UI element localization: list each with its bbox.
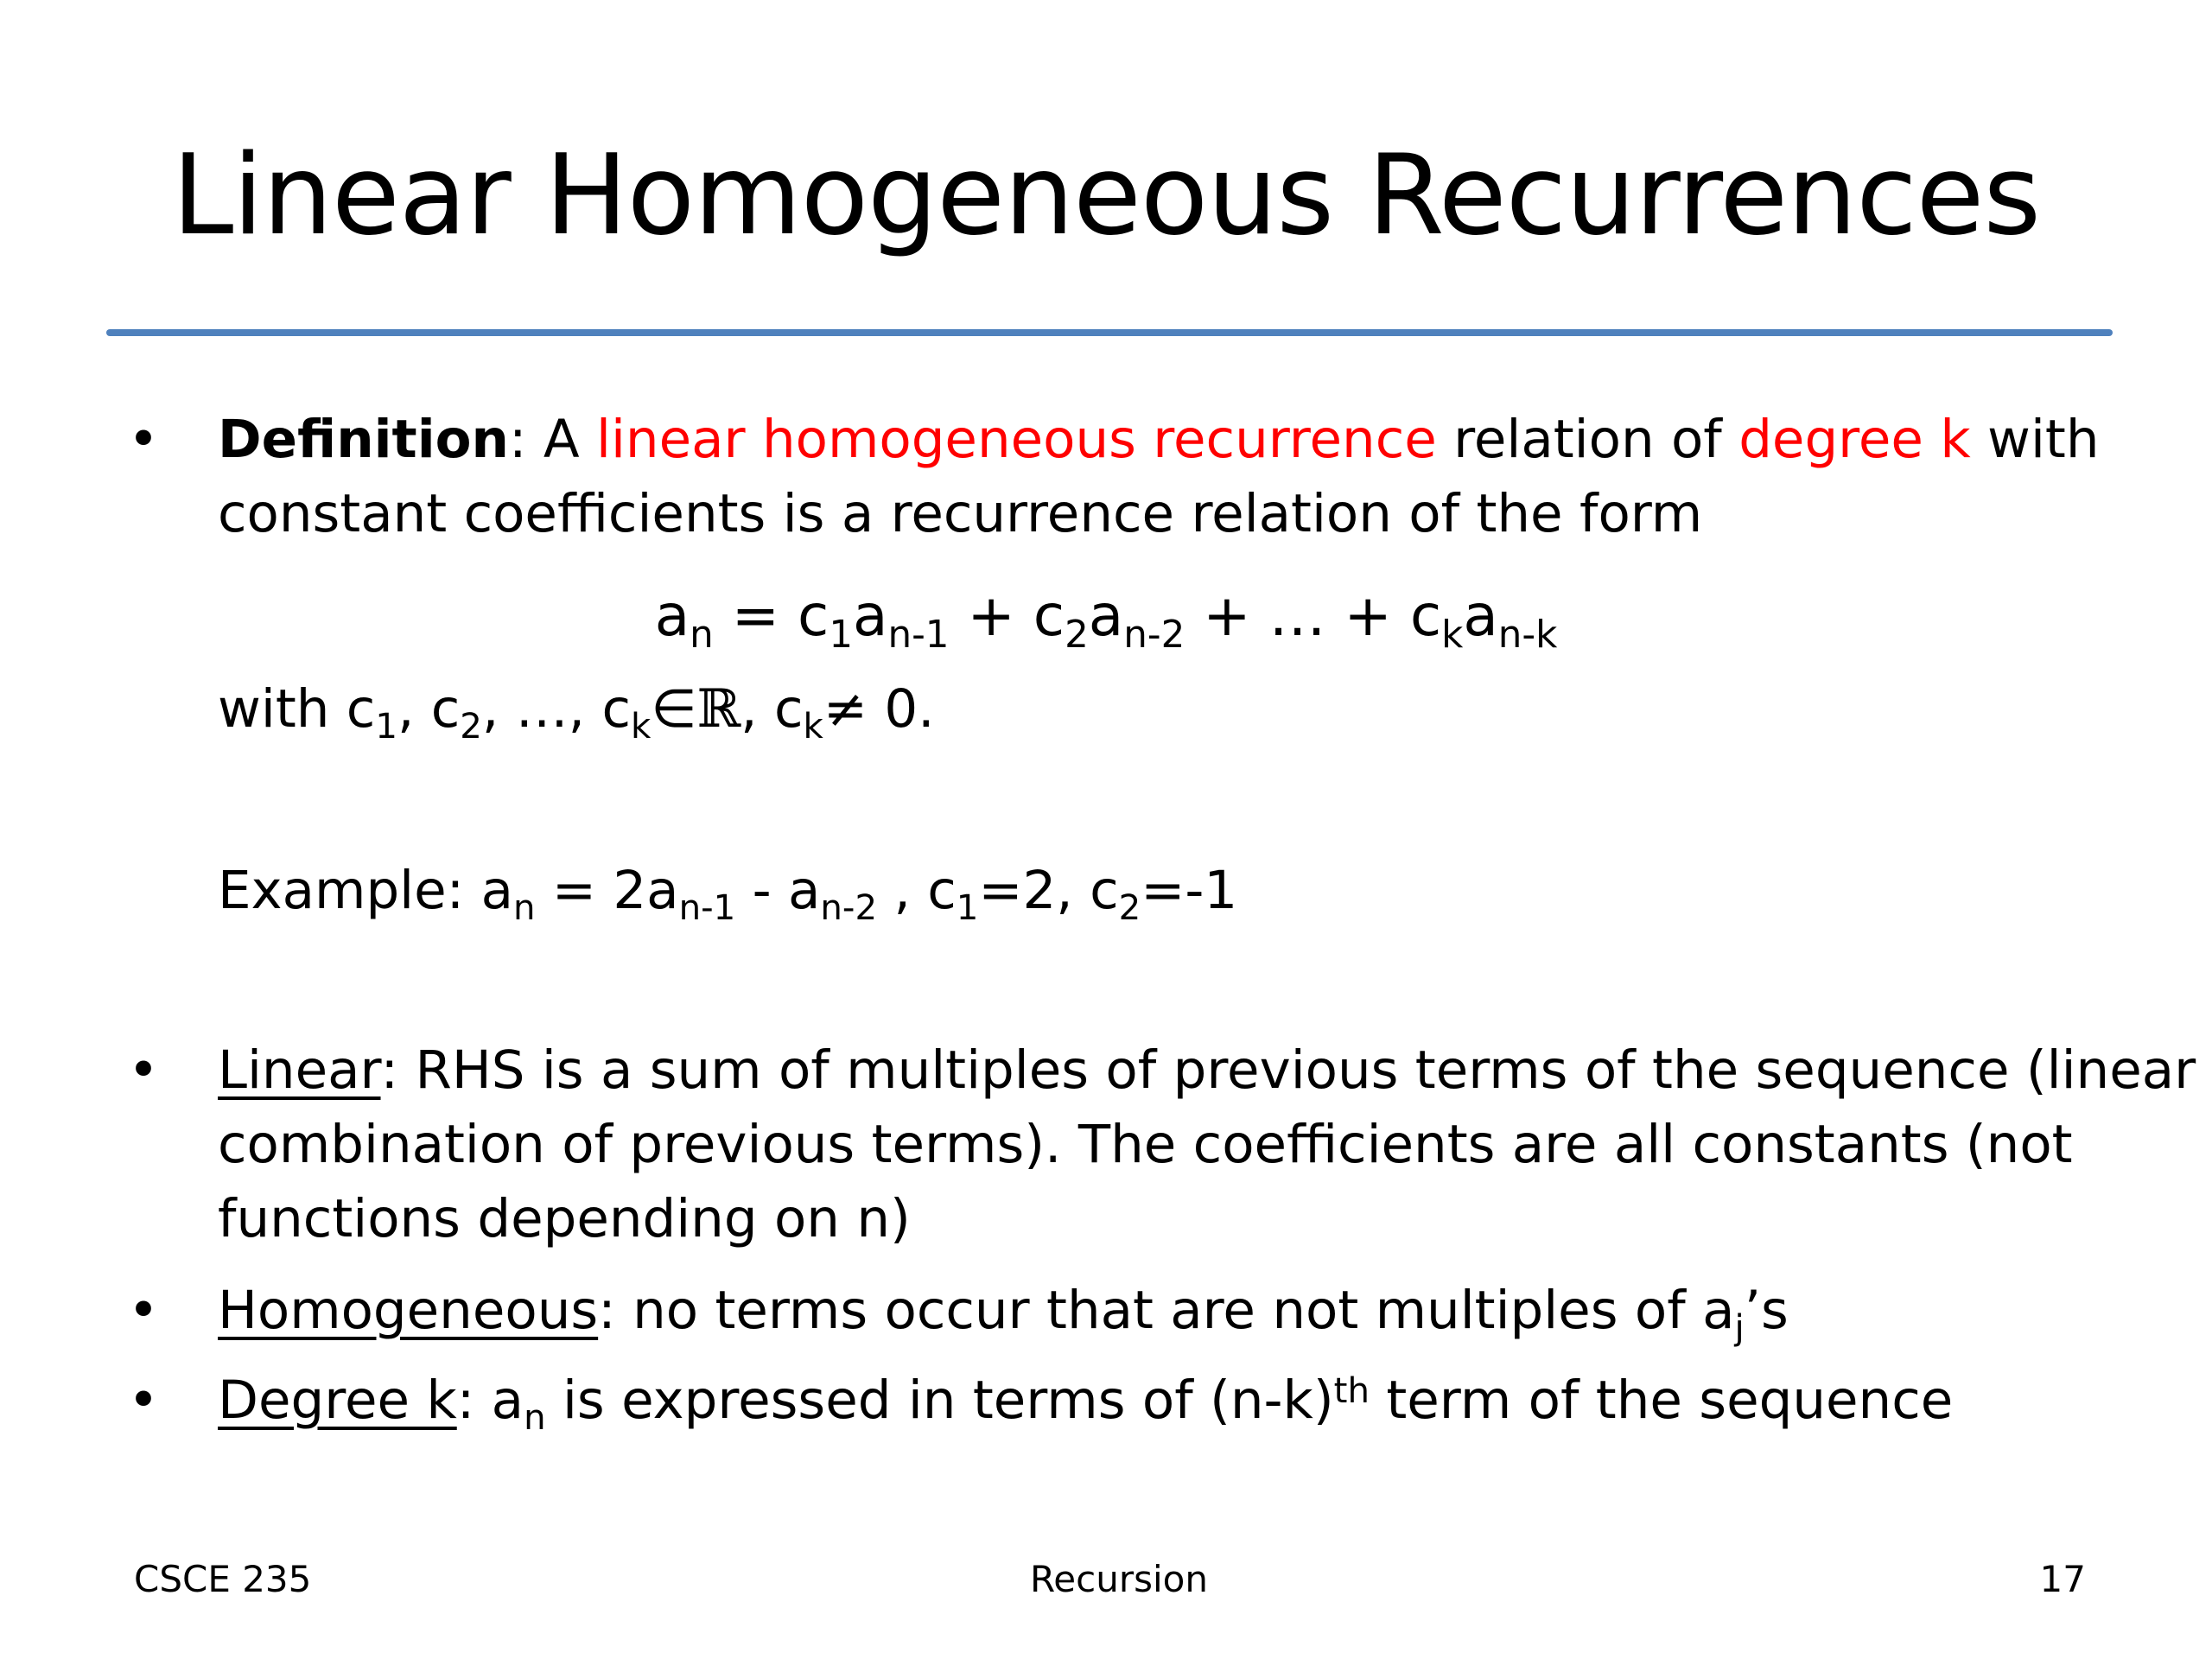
homogeneous-line: Homogeneous: no terms occur that are not multiples of $a_j’s$	[218, 1280, 1789, 1349]
definition-line-1	[218, 403, 2099, 477]
example-line: Example: $a_n = 2a_{n-1} - a_{n-2}$ , $c_1=2$, $c_2=-1$	[218, 860, 1238, 929]
footer-course: CSCE 235	[134, 1558, 312, 1600]
linear-line-2: combination of previous terms). The coefficients are all constants (not	[218, 1114, 2073, 1175]
coefficient-condition: with $c_1$, $c_2$, …, $c_k\in ℝ$, $c_k\ne 0$.	[218, 678, 935, 747]
term-linear-homogeneous-recurrence: linear homogeneous recurrence	[596, 409, 1437, 470]
footer-topic: Recursion	[1030, 1558, 1208, 1600]
recurrence-equation: $a_n = c_1a_{n-1} + c_2a_{n-2}$ + … + $c_ka_{n-k}$	[654, 582, 1558, 658]
page-number: 17	[2039, 1558, 2086, 1600]
definition-text: : A	[508, 409, 597, 470]
degree-line: Degree k: $a_n$ is expressed in terms of $(n-k)^{th}$ term of the sequence	[218, 1370, 1954, 1439]
bullet-icon: •	[128, 409, 159, 470]
bullet-icon: •	[128, 1370, 159, 1431]
definition-text: with	[1970, 409, 2100, 470]
title-divider	[106, 329, 2113, 336]
term-degree-k: degree k	[1738, 409, 1971, 470]
homogeneous-label: Homogeneous	[218, 1280, 599, 1341]
reals-symbol: ℝ	[696, 678, 741, 740]
bullet-icon: •	[128, 1280, 159, 1341]
definition-text: relation of	[1436, 409, 1739, 470]
bullet-icon: •	[128, 1039, 159, 1101]
degree-label: Degree k	[218, 1370, 457, 1431]
definition-label: Definition	[218, 409, 509, 470]
slide-title: Linear Homogeneous Recurrences	[171, 131, 2041, 260]
linear-label: Linear	[218, 1039, 381, 1101]
linear-line-3: functions depending on n)	[218, 1188, 911, 1249]
linear-line-1: Linear: RHS is a sum of multiples of previous terms of the sequence (linear	[218, 1039, 2196, 1101]
definition-line-2: constant coefficients is a recurrence relation of the form	[218, 483, 1703, 544]
